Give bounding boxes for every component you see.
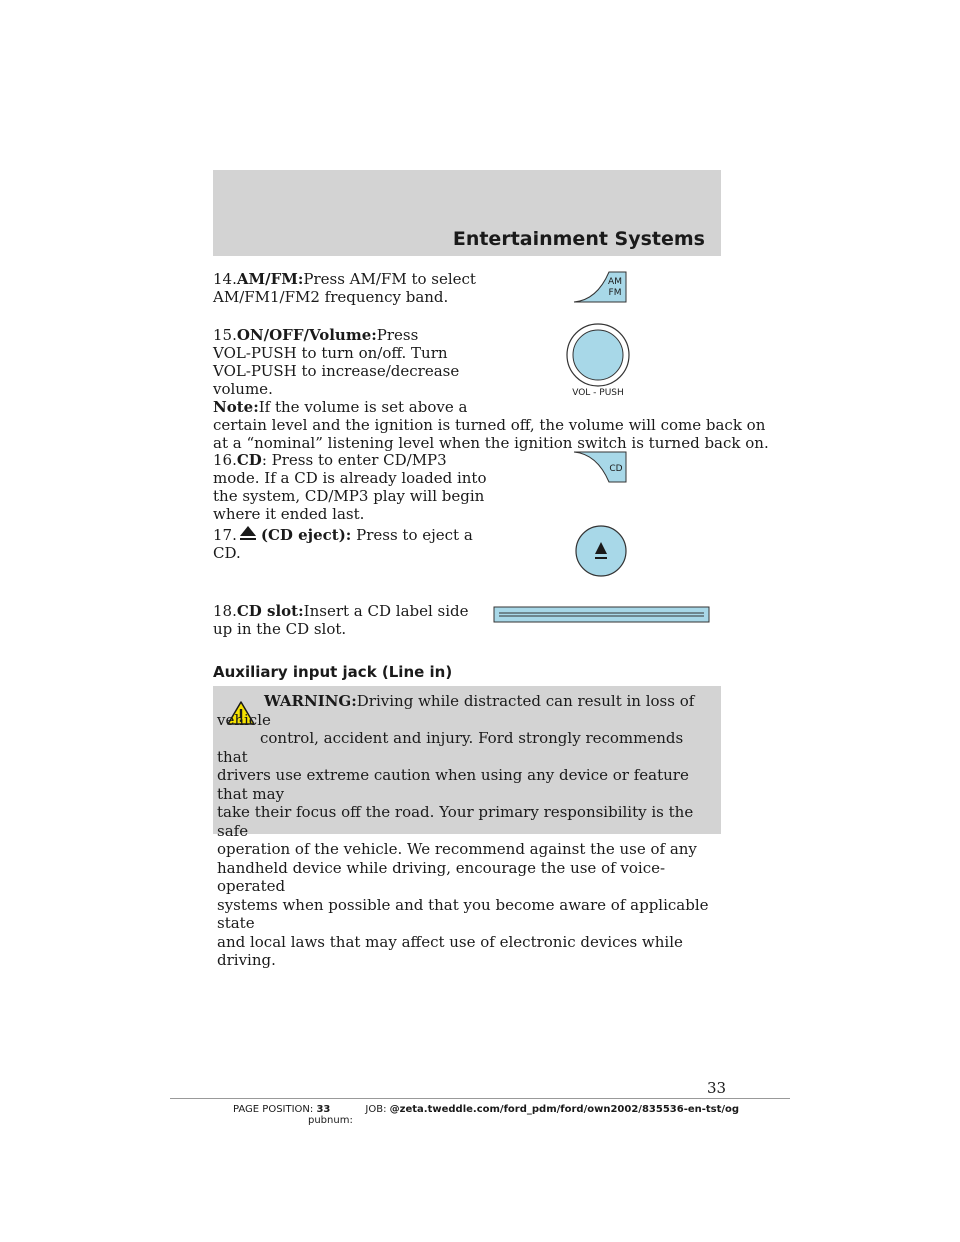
page-number: 33 bbox=[707, 1079, 727, 1097]
item-15-volume: 15.ON/OFF/Volume:Press VOL-PUSH to turn on/off. Turn VOL-PUSH to increase/decrease volume. bbox=[213, 326, 460, 398]
volume-note: Note:If the volume is set above a certain level and the ignition is turned off, the volume will come back on at a “nominal” listening level when the ignition switch is turned back on. bbox=[213, 398, 769, 452]
eject-icon bbox=[239, 525, 257, 541]
section-title: Entertainment Systems bbox=[452, 228, 705, 250]
warning-text: WARNING:Driving while distracted can result in loss of vehicle control, accident and injury. Ford strongly recommends that drivers use extreme caution when using any device or feature that may take their focus off the road. Your primary responsibility is the safe operation of the vehicle. We recommend against the use of any handheld device while driving, encourage the use of voice-operated systems when possible and that you become aware of applicable state and local laws that may affect use of electronic devices while driving. bbox=[217, 692, 709, 969]
footer-divider bbox=[170, 1098, 790, 1099]
auxiliary-input-heading: Auxiliary input jack (Line in) bbox=[213, 663, 453, 681]
amfm-button-icon bbox=[573, 270, 628, 304]
section-header-bar bbox=[213, 170, 721, 256]
print-footer: PAGE POSITION: 33 JOB: @zeta.tweddle.com/ford_pdm/ford/own2002/835536-en-tst/ogpubnum: bbox=[233, 1104, 740, 1126]
cd-slot-icon bbox=[493, 606, 711, 624]
svg-text:AM: AM bbox=[608, 277, 622, 287]
svg-text:CD: CD bbox=[609, 464, 623, 474]
cd-eject-button-icon bbox=[574, 524, 628, 580]
item-18-cd-slot: 18.CD slot:Insert a CD label side up in the CD slot. bbox=[213, 602, 469, 638]
cd-button-icon bbox=[573, 450, 628, 484]
warning-label: WARNING: bbox=[264, 692, 357, 710]
item-16-cd: 16.CD: Press to enter CD/MP3 mode. If a CD is already loaded into the system, CD/MP3 play will begin where it ended last. bbox=[213, 451, 487, 523]
item-14-amfm: 14.AM/FM:Press AM/FM to select AM/FM1/FM2 frequency band. bbox=[213, 270, 476, 306]
volume-knob-icon bbox=[565, 322, 640, 400]
svg-text:FM: FM bbox=[608, 288, 622, 298]
warning-box bbox=[213, 686, 721, 969]
svg-text:VOL - PUSH: VOL - PUSH bbox=[572, 388, 624, 398]
item-17-cd-eject: 17. (CD eject): Press to eject a CD. bbox=[213, 526, 473, 562]
